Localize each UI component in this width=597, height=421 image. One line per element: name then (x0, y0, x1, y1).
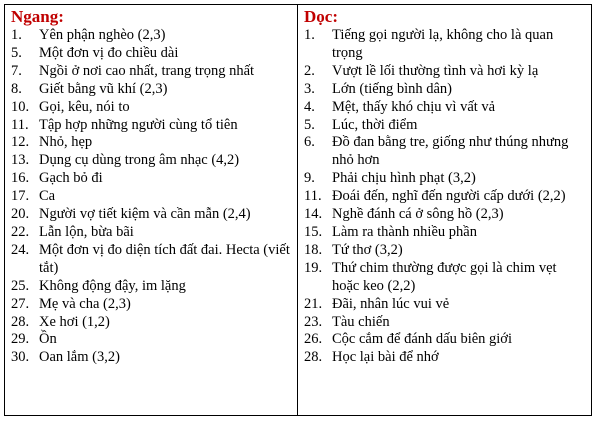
clues-table (4, 4, 592, 416)
clue-item (11, 63, 291, 81)
clue-number: 28. (304, 349, 323, 366)
clue-text: Đoái đến, nghĩ đến người cấp dưới (2,2) (332, 188, 566, 205)
down-column (298, 5, 591, 415)
clue-item (304, 99, 585, 117)
clue-number: 17. (11, 188, 30, 205)
clue-item (304, 170, 585, 188)
clue-item (304, 206, 585, 224)
clue-item (304, 81, 585, 99)
clue-item (304, 242, 585, 260)
clue-item (304, 188, 585, 206)
clue-number: 25. (11, 277, 30, 294)
clue-item (304, 224, 585, 242)
clue-number: 15. (304, 223, 323, 240)
clue-number: 2. (304, 62, 315, 79)
clue-number: 6. (304, 134, 315, 151)
clue-text: Gạch bỏ đi (39, 170, 103, 187)
clue-item (11, 296, 291, 314)
clue-item (11, 27, 291, 45)
clue-number: 30. (11, 349, 30, 366)
clue-number: 20. (11, 206, 30, 223)
clue-number: 9. (304, 170, 315, 187)
clue-number: 27. (11, 295, 30, 312)
clue-number: 11. (11, 116, 29, 133)
clue-item (11, 99, 291, 117)
clue-text: Lớn (tiếng bình dân) (332, 80, 453, 97)
clue-text: Xe hơi (1,2) (39, 313, 110, 330)
clue-text: Nghề đánh cá ở sông hồ (2,3) (332, 206, 504, 223)
clue-item (304, 63, 585, 81)
clue-text: Ồn (39, 331, 57, 348)
clue-number: 4. (304, 98, 315, 115)
clue-item (11, 45, 291, 63)
clue-text: Ngồi ở nơi cao nhất, trang trọng nhất (39, 62, 255, 79)
clue-item (304, 117, 585, 135)
clue-text: Người vợ tiết kiệm và cần mẫn (2,4) (39, 206, 251, 223)
clue-item (304, 134, 585, 170)
clue-number: 24. (11, 241, 30, 258)
clue-text: Yên phận nghèo (2,3) (39, 27, 166, 43)
clue-text: Phải chịu hình phạt (3,2) (332, 170, 476, 187)
clue-text: Tứ thơ (3,2) (332, 241, 403, 258)
clue-number: 3. (304, 80, 315, 97)
clue-text: Giết bằng vũ khí (2,3) (39, 80, 168, 97)
clue-text: Gọi, kêu, nói to (39, 98, 130, 115)
clue-number: 13. (11, 152, 30, 169)
clue-text: Không động đậy, im lặng (39, 277, 186, 294)
clue-item (304, 260, 585, 296)
clue-text: Tàu chiến (332, 313, 390, 330)
clue-number: 19. (304, 259, 323, 276)
clue-number: 12. (11, 134, 30, 151)
clue-number: 1. (304, 27, 315, 43)
clue-number: 26. (304, 331, 323, 348)
clue-text: Mẹ và cha (2,3) (39, 295, 131, 312)
clue-text: Nhỏ, hẹp (39, 134, 93, 151)
clue-text: Ca (39, 188, 56, 205)
clue-item (11, 188, 291, 206)
clue-item (11, 242, 291, 278)
clue-text: Tập hợp những người cùng tổ tiên (39, 116, 238, 133)
clue-number: 11. (304, 188, 322, 205)
clue-text: Cộc cắm để đánh dấu biên giới (332, 331, 513, 348)
clue-item (304, 296, 585, 314)
clue-text: Làm ra thành nhiều phần (332, 223, 477, 240)
clue-text: Mệt, thấy khó chịu vì vất vả (332, 98, 496, 115)
clue-number: 29. (11, 331, 30, 348)
clue-item (11, 278, 291, 296)
clue-item (304, 314, 585, 332)
clue-item (304, 27, 585, 63)
clue-item (11, 224, 291, 242)
clue-number: 14. (304, 206, 323, 223)
clue-number: 16. (11, 170, 30, 187)
clue-text: Tiếng gọi người lạ, không cho là quan trọng (332, 27, 554, 61)
clue-item (11, 152, 291, 170)
clue-item (11, 331, 291, 349)
clue-number: 5. (304, 116, 315, 133)
clue-number: 10. (11, 98, 30, 115)
clue-text: Lẫn lộn, bừa bãi (39, 223, 134, 240)
clue-item (11, 206, 291, 224)
clue-text: Đồ đan bằng tre, giống như thúng nhưng nhỏ hơn (332, 134, 569, 169)
clue-text: Thứ chim thường được gọi là chim vẹt hoặc keo (2,2) (332, 259, 557, 294)
clue-text: Dụng cụ dùng trong âm nhạc (4,2) (39, 152, 240, 169)
clue-number: 1. (11, 27, 22, 43)
clue-item (11, 170, 291, 188)
clue-number: 23. (304, 313, 323, 330)
clue-item (11, 81, 291, 99)
clue-number: 28. (11, 313, 30, 330)
across-clue-list (11, 27, 291, 367)
clue-number: 8. (11, 80, 22, 97)
clue-item (11, 349, 291, 367)
clue-number: 21. (304, 295, 323, 312)
clue-text: Đãi, nhân lúc vui vẻ (332, 295, 450, 312)
across-heading: Ngang: (11, 7, 64, 26)
clue-text: Một đơn vị đo chiều dài (39, 44, 179, 61)
clue-item (11, 314, 291, 332)
clue-text: Vượt lề lối thường tình và hơi kỳ lạ (332, 62, 539, 79)
clue-number: 7. (11, 62, 22, 79)
clue-item (11, 134, 291, 152)
clue-number: 18. (304, 241, 323, 258)
clue-number: 5. (11, 44, 22, 61)
clue-text: Một đơn vị đo diện tích đất đai. Hecta (viết tắt) (39, 241, 290, 276)
clue-text: Oan lắm (3,2) (39, 349, 120, 366)
clue-text: Học lại bài để nhớ (332, 349, 439, 366)
clue-item (304, 349, 585, 367)
clue-item (11, 117, 291, 135)
clue-text: Lúc, thời điểm (332, 116, 418, 133)
clue-item (304, 331, 585, 349)
down-heading: Dọc: (304, 7, 338, 26)
across-column (5, 5, 298, 415)
clue-number: 22. (11, 223, 30, 240)
down-clue-list (304, 27, 585, 367)
